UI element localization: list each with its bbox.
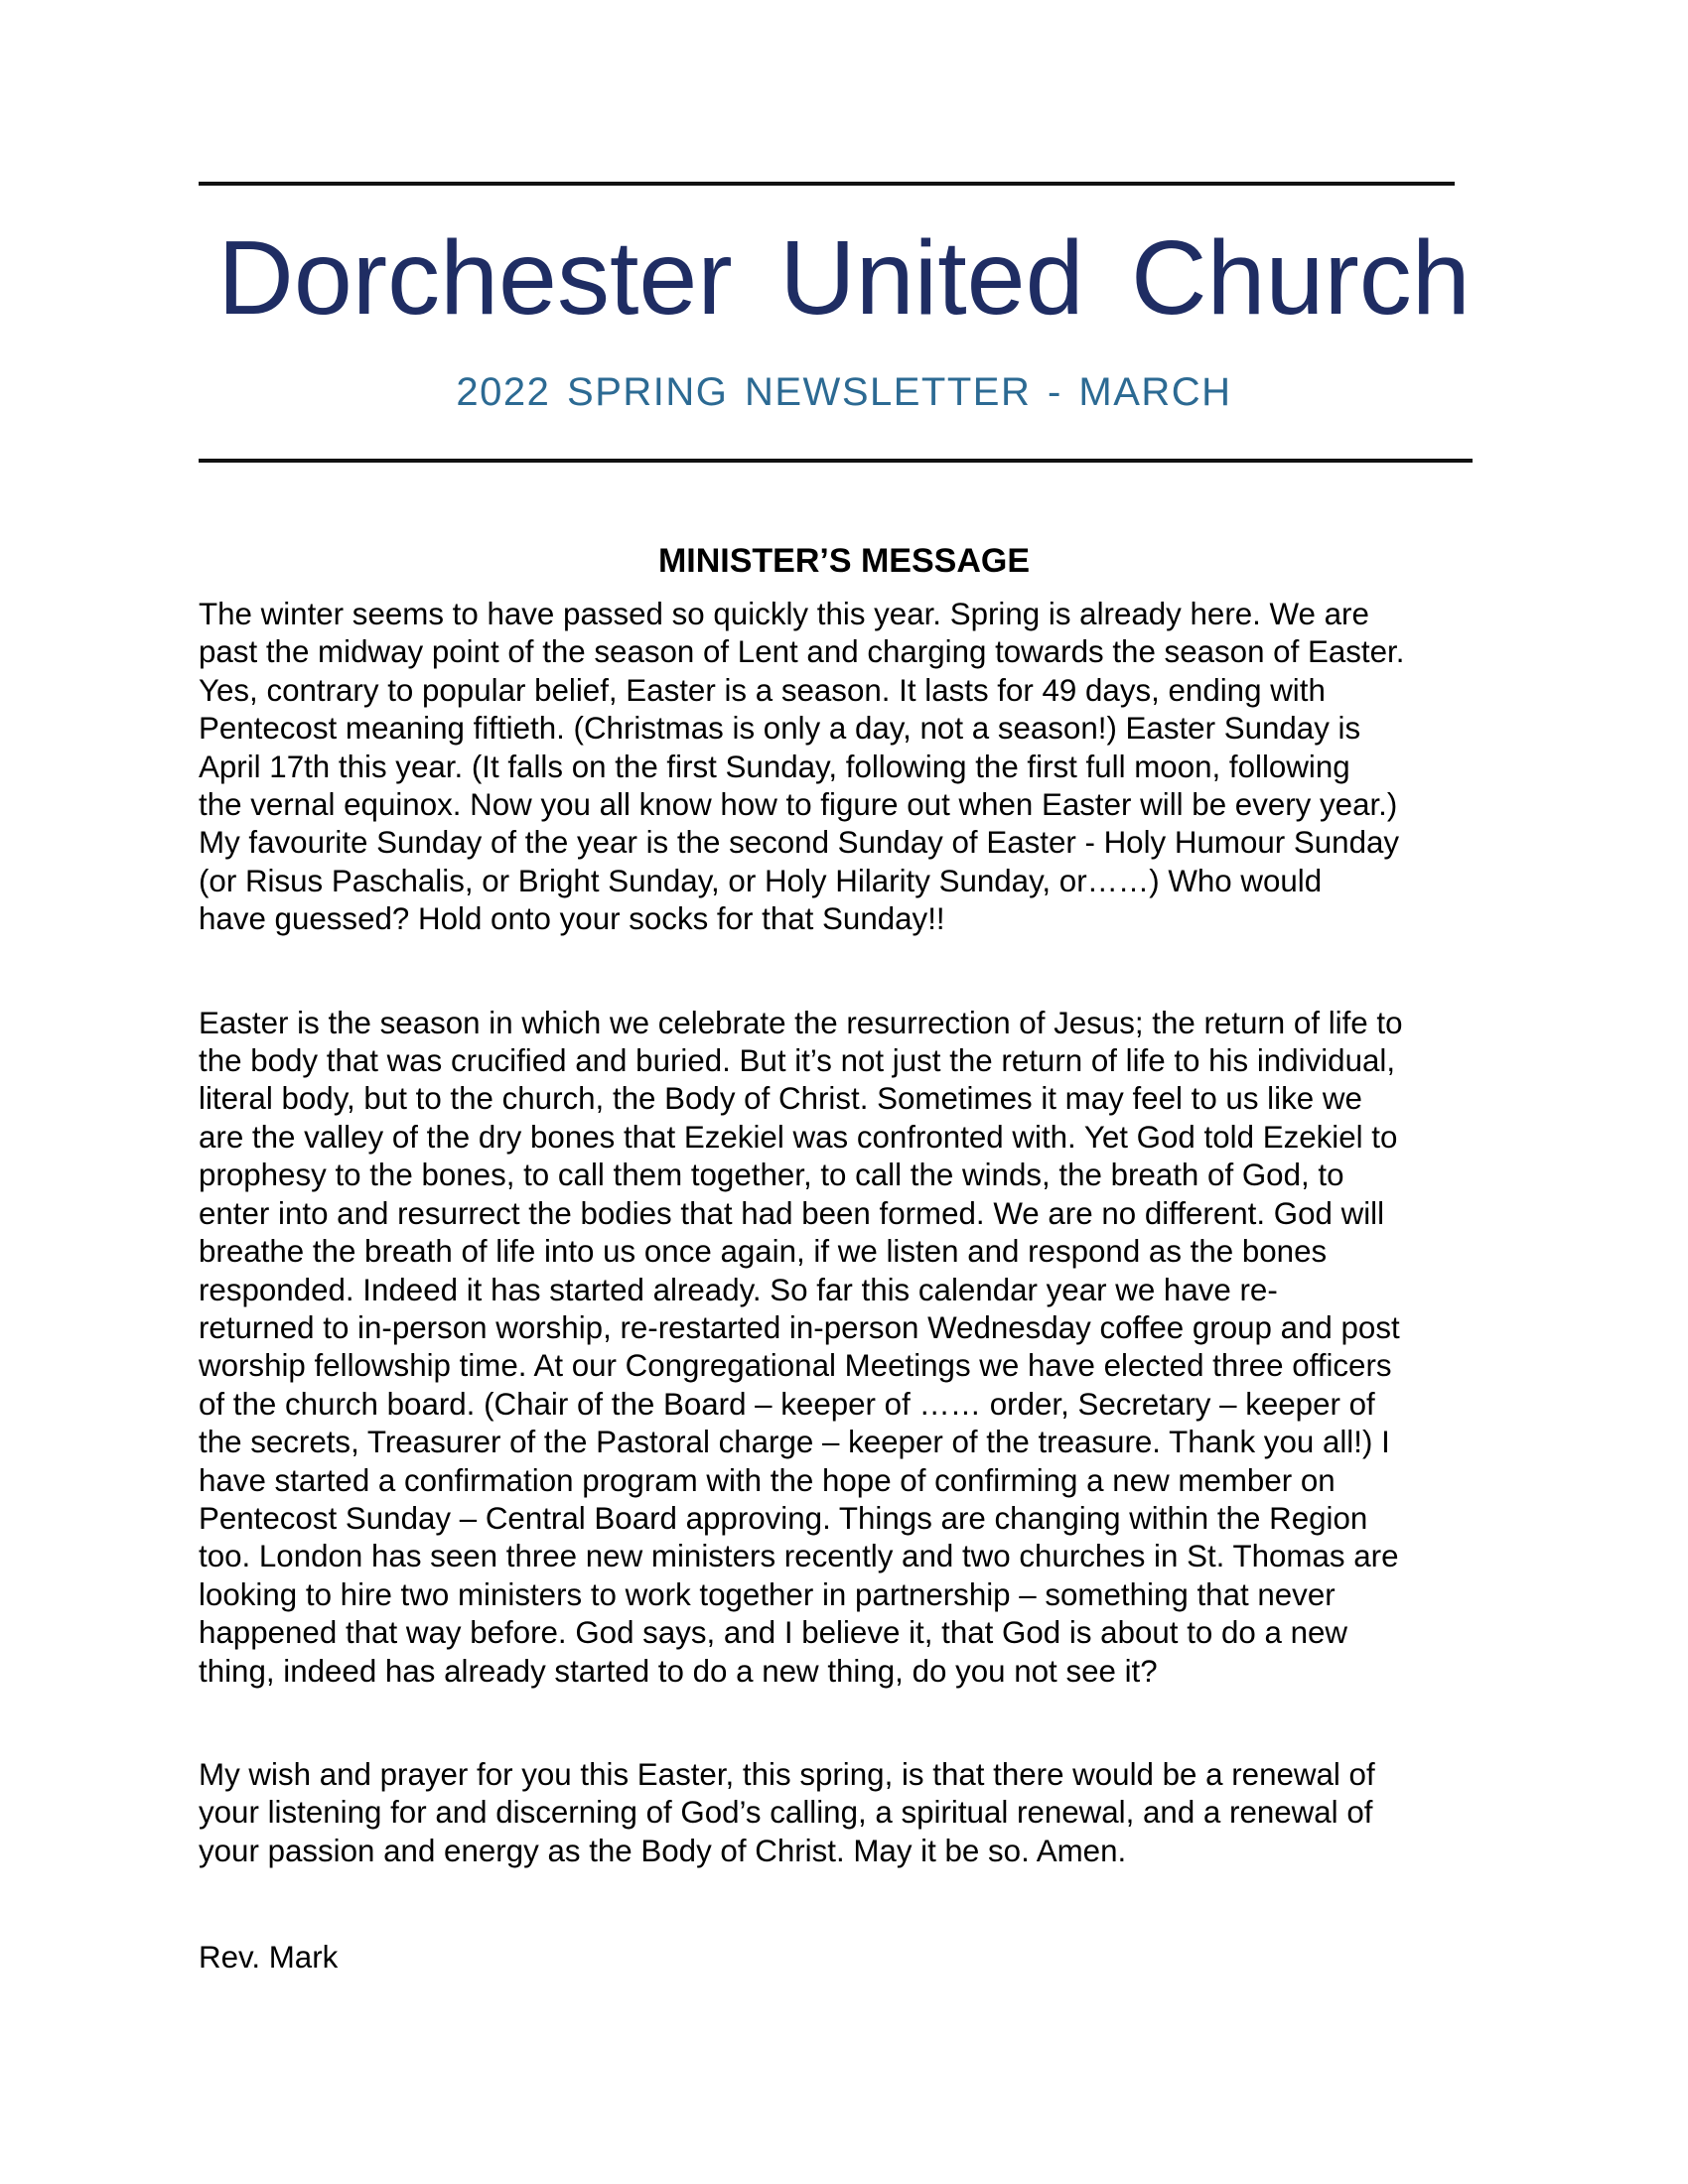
signature: Rev. Mark	[199, 1940, 339, 1975]
message-paragraph: The winter seems to have passed so quickly this year. Spring is already here. We are past the midway point of the season of Lent and charging towards the season of Easter. Yes, contrary to popular belief, Easter is a season. It lasts for 49 days, ending with Pentecost meaning fiftieth. (Christmas is only a day, not a season!) Easter Sunday is April 17th this year. (It falls on the first Sunday, following the first full moon, following the vernal equinox. Now you all know how to figure out when Easter will be every year.) My favourite Sunday of the year is the second Sunday of Easter - Holy Humour Sunday (or Risus Paschalis, or Bright Sunday, or Holy Hilarity Sunday, or……) Who would have guessed? Hold onto your socks for that Sunday!!	[199, 597, 1405, 937]
message-body	[199, 596, 1499, 1936]
header-top-rule	[199, 182, 1455, 186]
section-heading: MINISTER’S MESSAGE	[657, 542, 1031, 580]
message-paragraph: My wish and prayer for you this Easter, this spring, is that there would be a renewal of your listening for and discerning of God’s calling, a spiritual renewal, and a renewal of your passion and energy as the Body of Christ. May it be so. Amen.	[199, 1756, 1375, 1868]
newsletter-title: Dorchester United Church	[217, 219, 1471, 337]
newsletter-subtitle: 2022 SPRING NEWSLETTER - MARCH	[456, 370, 1232, 414]
message-paragraph: Easter is the season in which we celebrate the resurrection of Jesus; the return of life to the body that was crucified and buried. But it’s not just the return of life to his individual, literal body, but to the church, the Body of Christ. Sometimes it may feel to us like we are the valley of the dry bones that Ezekiel was confronted with. Yet God told Ezekiel to prophesy to the bones, to call them together, to call the winds, the breath of God, to enter into and resurrect the bodies that had been formed. We are no different. God will breathe the breath of life into us once again, if we listen and respond as the bones responded. Indeed it has started already. So far this calendar year we have re- returned to in-person worship, re-restarted in-person Wednesday coffee group and post worship fellowship time. At our Congregational Meetings we have elected three officers of the church board. (Chair of the Board – keeper of …… order, Secretary – keeper of the secrets, Treasurer of the Pastoral charge – keeper of the treasure. Thank you all!) I have started a confirmation program with the hope of confirming a new member on Pentecost Sunday – Central Board approving. Things are changing within the Region too. London has seen three new ministers recently and two churches in St. Thomas are looking to hire two ministers to work together in partnership – something that never happened that way before. God says, and I believe it, that God is about to do a new thing, indeed has already started to do a new thing, do you not see it?	[199, 1005, 1403, 1689]
header-bottom-rule	[199, 459, 1473, 463]
